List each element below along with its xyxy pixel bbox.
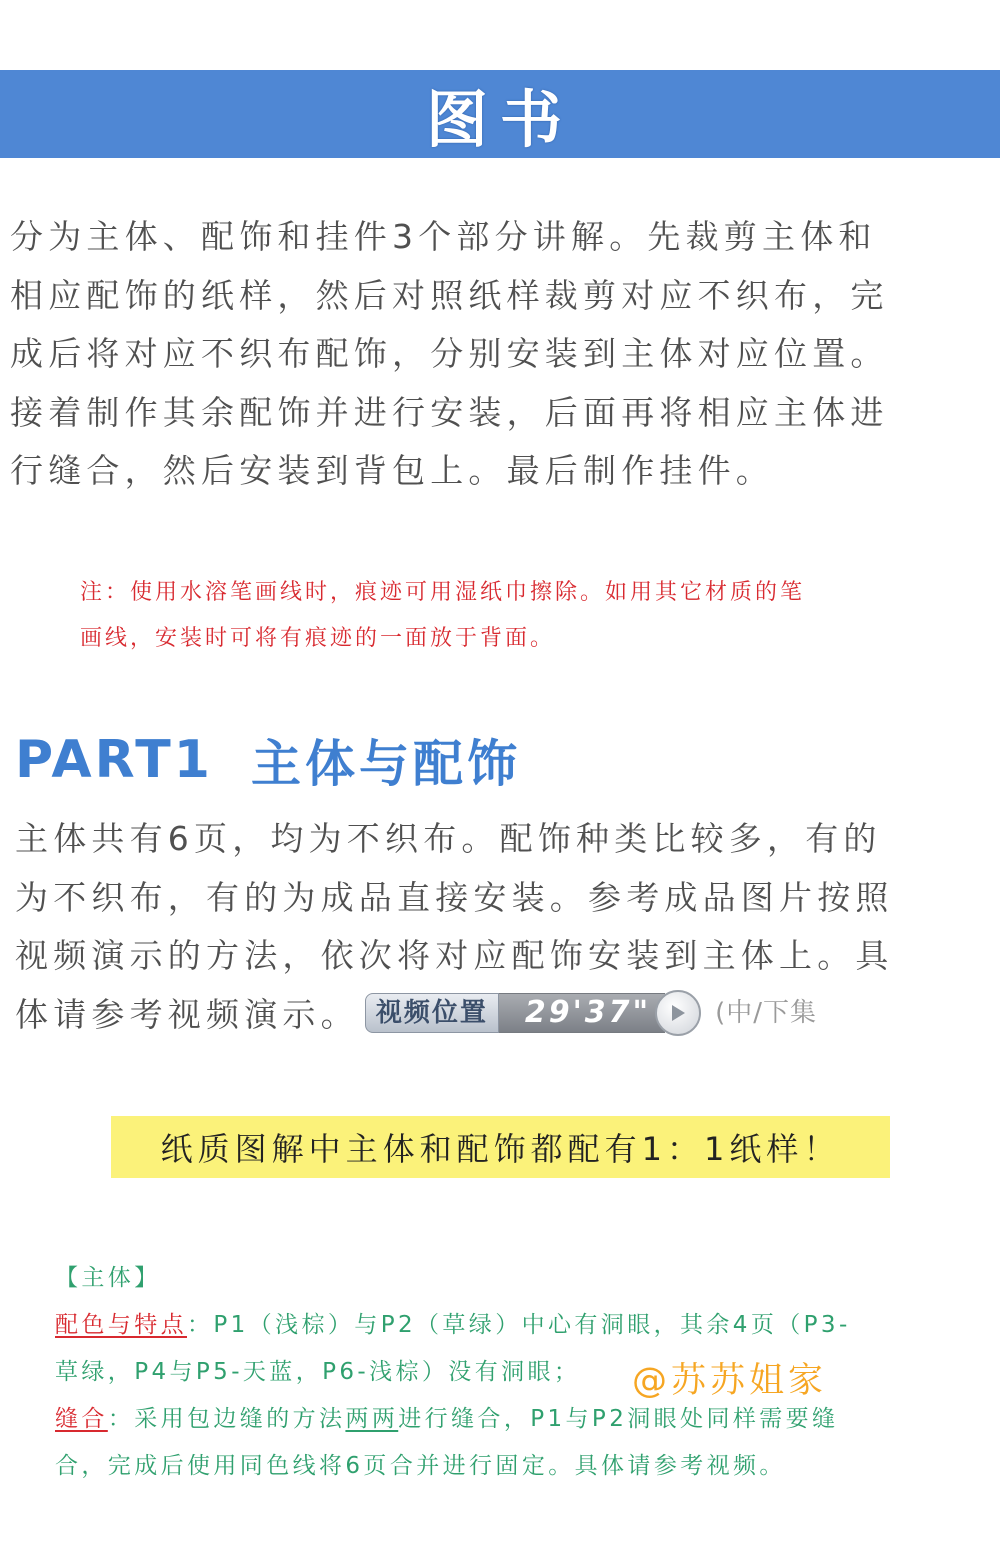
video-timestamp: 29'37" bbox=[499, 993, 665, 1033]
main-body-heading: 【主体】 bbox=[55, 1265, 161, 1291]
sewing-label: 缝合 bbox=[55, 1406, 108, 1432]
part1-heading bbox=[15, 725, 521, 795]
color-feature-line bbox=[55, 1302, 955, 1349]
title-banner bbox=[0, 70, 1000, 158]
sewing-line bbox=[55, 1396, 955, 1443]
part1-line: 视频演示的方法，依次将对应配饰安装到主体上。具 bbox=[15, 936, 894, 975]
sewing-line-2: 合，完成后使用同色线将6页合并进行固定。具体请参考视频。 bbox=[55, 1453, 786, 1479]
banner-title: 图书 bbox=[425, 82, 574, 156]
intro-paragraph bbox=[10, 208, 995, 501]
note-line: 画线，安装时可将有痕迹的一面放于背面。 bbox=[80, 626, 556, 651]
part1-paragraph bbox=[15, 810, 990, 1044]
color-feature-text: ：P1（浅棕）与P2（草绿）中心有洞眼，其余4页（P3- bbox=[187, 1312, 851, 1338]
intro-line: 成后将对应不织布配饰，分别安装到主体对应位置。 bbox=[10, 334, 889, 373]
intro-line: 分为主体、配饰和挂件3个部分讲解。先裁剪主体和 bbox=[10, 217, 877, 256]
part1-label: PART1 bbox=[15, 730, 213, 790]
color-feature-line-2: 草绿，P4与P5-天蓝，P6-浅棕）没有洞眼； bbox=[55, 1359, 581, 1385]
sewing-text: ：采用包边缝的方法 bbox=[107, 1406, 346, 1432]
part1-line-text: 体请参考视频演示。 bbox=[15, 994, 359, 1034]
video-episode-label: (中/下集 bbox=[715, 997, 818, 1028]
part1-line: 为不织布，有的为成品直接安装。参考成品图片按照 bbox=[15, 877, 894, 917]
part1-line bbox=[15, 986, 990, 1045]
video-position-button[interactable] bbox=[365, 993, 817, 1033]
note-line: 注：使用水溶笔画线时，痕迹可用湿纸巾擦除。如用其它材质的笔 bbox=[80, 580, 806, 605]
color-feature-label: 配色与特点 bbox=[55, 1312, 187, 1338]
sewing-underlined: 两两 bbox=[345, 1406, 399, 1432]
sewing-text-2: 进行缝合，P1与P2洞眼处同样需要缝 bbox=[398, 1406, 839, 1432]
intro-line: 行缝合，然后安装到背包上。最后制作挂件。 bbox=[10, 451, 774, 490]
intro-line: 相应配饰的纸样，然后对照纸样裁剪对应不织布，完 bbox=[10, 275, 889, 315]
part1-title: 主体与配饰 bbox=[250, 735, 521, 793]
note-paragraph bbox=[80, 570, 930, 662]
pattern-callout: 纸质图解中主体和配饰都配有1：1纸样！ bbox=[111, 1116, 890, 1178]
watermark: @苏苏姐家 bbox=[632, 1361, 828, 1401]
video-position-label: 视频位置 bbox=[365, 993, 499, 1033]
play-icon bbox=[655, 990, 701, 1036]
part1-line: 主体共有6页，均为不织布。配饰种类比较多，有的 bbox=[15, 819, 882, 858]
intro-line: 接着制作其余配饰并进行安装，后面再将相应主体进 bbox=[10, 392, 889, 432]
